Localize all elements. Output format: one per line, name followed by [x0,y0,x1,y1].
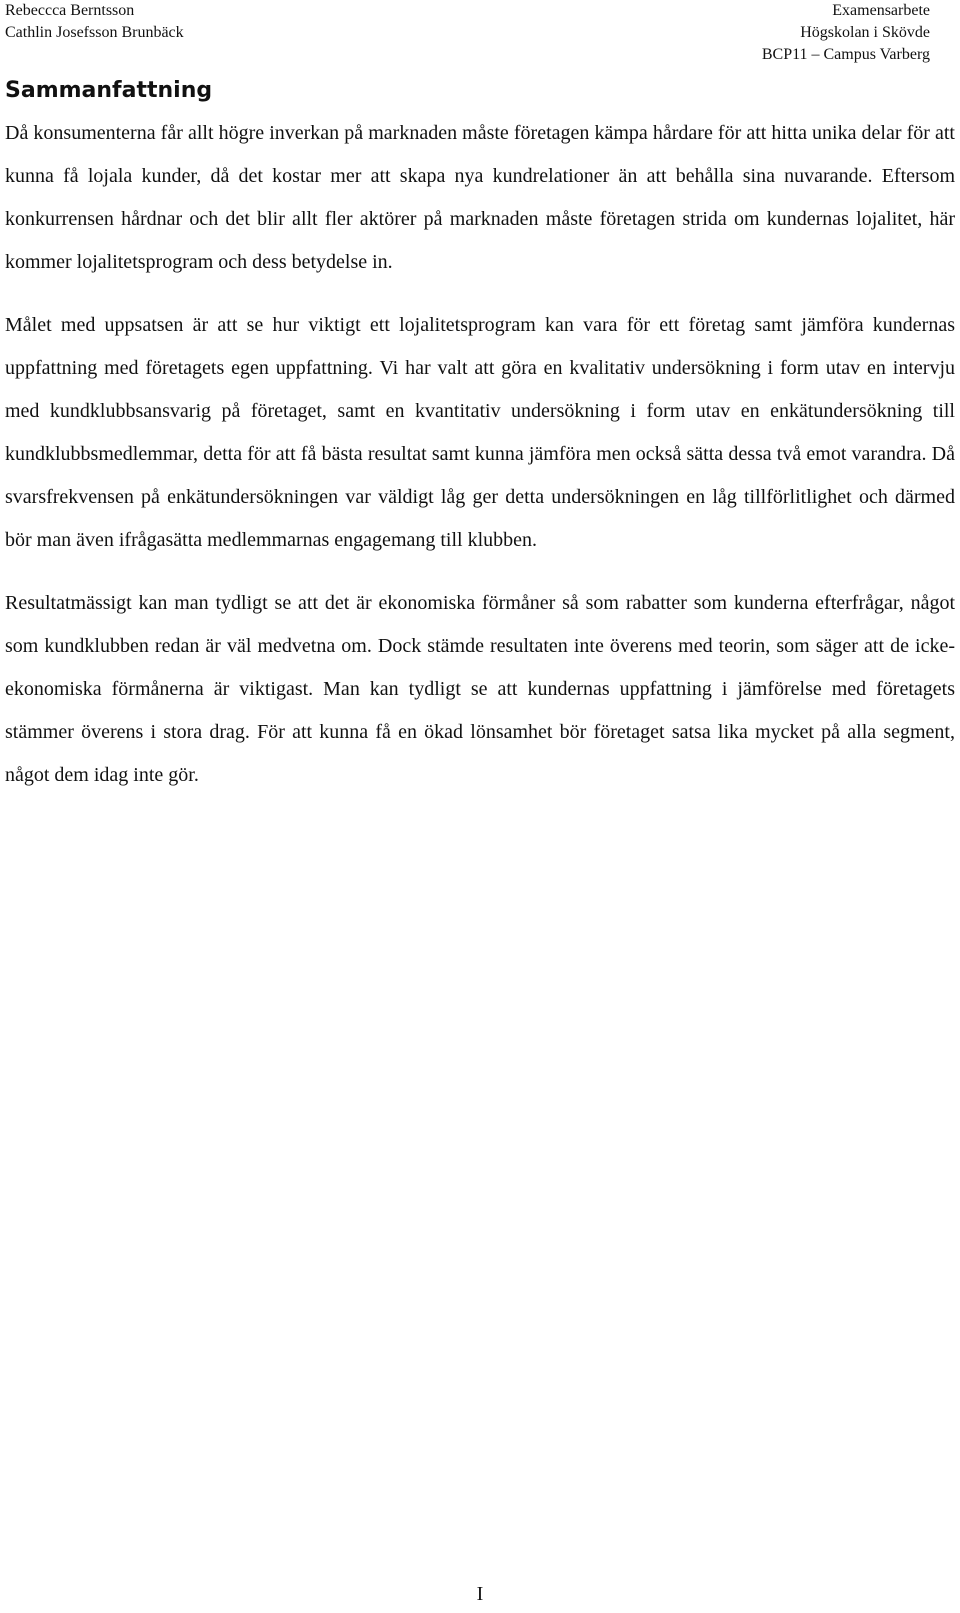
page-number: I [476,1583,484,1605]
header-program-campus: BCP11 – Campus Varberg [761,46,930,63]
header-university: Högskolan i Skövde [800,24,930,41]
header-authors [5,0,184,44]
header-author-1: Rebeccca Berntsson [5,2,135,19]
header-document-type: Examensarbete [832,2,930,19]
paragraph-2: Målet med uppsatsen är att se hur viktigt ett lojalitetsprogram kan vara för ett företag samt jämföra kundernas uppfattning med företagets egen uppfattning. Vi har valt att göra en kvalitativ undersökning i form utav en intervju med kundklubbsansvarig på företaget, samt en kvantitativ undersökning i form utav en enkätundersökning till kundklubbsmedlemmar, detta för att få bästa resultat samt kunna jämföra men också sätta dessa två emot varandra. Då svarsfrekvensen på enkätundersökningen var väldigt låg ger detta undersökningen en låg tillförlitlighet och därmed bör man även ifrågasätta medlemmarnas engagemang till klubben. [5,314,955,551]
paragraph-1: Då konsumenterna får allt högre inverkan på marknaden måste företagen kämpa hårdare för att hitta unika delar för att kunna få lojala kunder, då det kostar mer att skapa nya kundrelationer än att behålla sina nuvarande. Eftersom konkurrensen hårdnar och det blir allt fler aktörer på marknaden måste företagen strida om kundernas lojalitet, här kommer lojalitetsprogram och dess betydelse in. [5,122,955,273]
header-author-2: Cathlin Josefsson Brunbäck [5,24,184,41]
main-content [5,76,955,817]
header-course-info [762,0,930,66]
section-title: Sammanfattning [5,78,213,103]
paragraph-3: Resultatmässigt kan man tydligt se att det är ekonomiska förmåner så som rabatter som kunderna efterfrågar, något som kundklubben redan är väl medvetna om. Dock stämde resultaten inte överens med teorin, som säger att de icke-ekonomiska förmånerna är viktigast. Man kan tydligt se att kundernas uppfattning i jämförelse med företagets stämmer överens i stora drag. För att kunna få en ökad lönsamhet bör företaget satsa lika mycket på alla segment, något dem idag inte gör. [5,592,955,786]
